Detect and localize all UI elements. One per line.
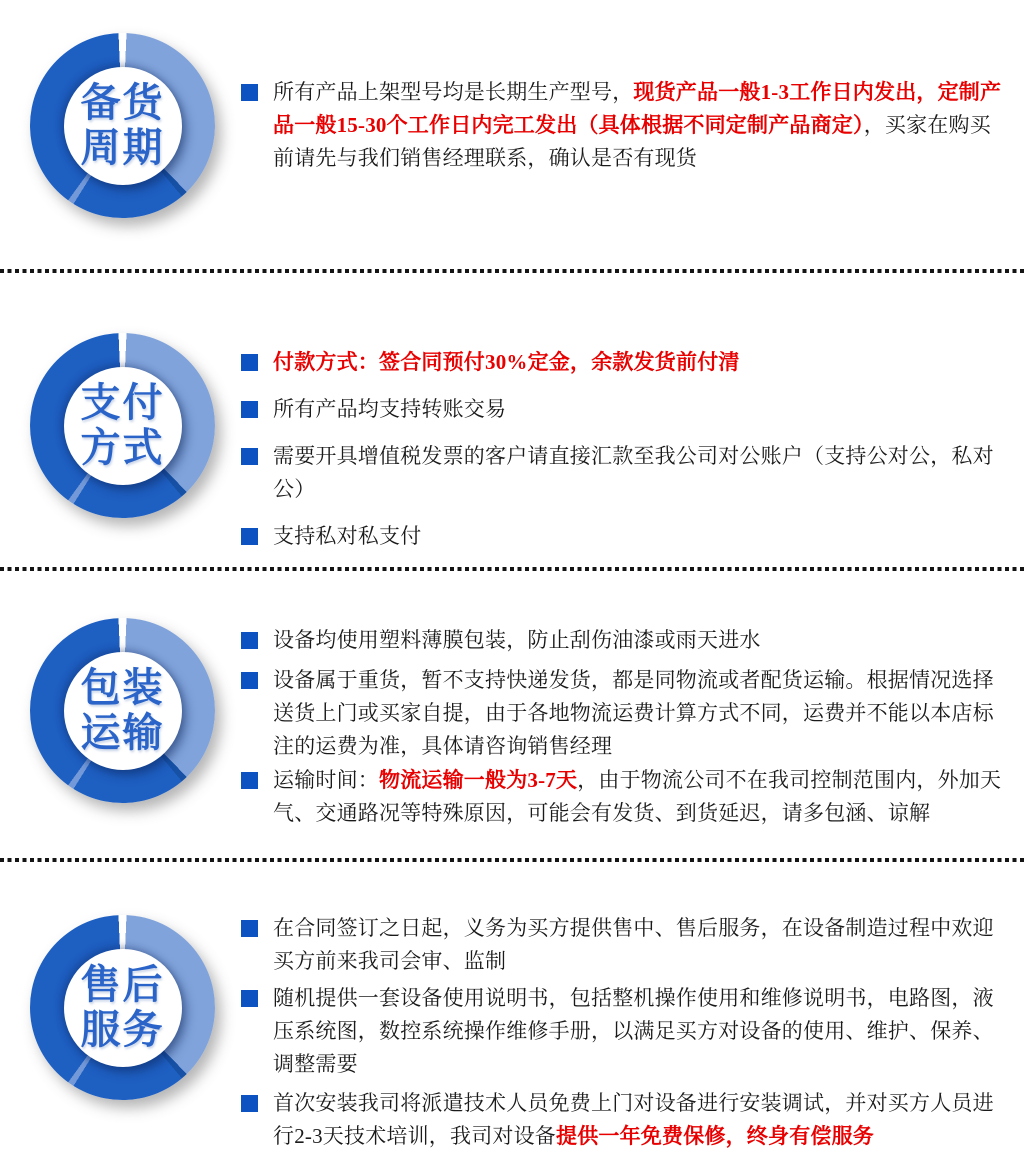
bullet-list-after-sales [241,912,1002,1150]
dotted-divider [0,269,1024,273]
text-segment-red: 付款方式：签合同预付30%定金，余款发货前付清 [273,350,740,374]
bullet-text [273,982,1002,1081]
bullet-list-stocking-cycle [241,76,1002,175]
bullet-square-icon [241,772,258,789]
bullet-square-icon [241,632,258,649]
bullet-item [241,440,1002,506]
bullet-text [273,520,421,553]
bullet-item [241,624,1002,657]
text-segment-red: 物流运输一般为3-7天 [379,768,578,792]
badge-payment-method-label [64,367,182,485]
bullet-item [241,982,1002,1081]
bullet-text [273,664,1002,763]
badge-after-sales-label [64,949,182,1067]
badge-label-line1: 售后 [80,962,165,1007]
bullet-square-icon [241,1095,258,1112]
badge-after-sales [30,915,215,1100]
bullet-text [273,624,761,657]
bullet-item [241,1087,1002,1150]
badge-label-line2: 方式 [80,425,165,470]
badge-stocking-cycle-label [64,67,182,185]
bullet-item [241,764,1002,830]
bullet-item [241,912,1002,978]
text-segment: ，由于物流公司不在我司控制范围内，外加天气、交通路况等特殊原因，可能会有发货、到货延迟，请多包涵、谅解 [273,768,1002,825]
text-segment: 在合同签订之日起，义务为买方提供售中、售后服务，在设备制造过程中欢迎买方前来我司会审、监制 [273,916,994,973]
badge-payment-method [30,333,215,518]
dotted-divider [0,567,1024,571]
bullet-text [273,912,1002,978]
bullet-item [241,393,1002,426]
text-segment: 所有产品均支持转账交易 [273,397,507,421]
bullet-list-packing-shipping [241,624,1002,830]
badge-label-line2: 运输 [80,710,165,755]
bullet-text [273,764,1002,830]
badge-packing-shipping [30,618,215,803]
bullet-square-icon [241,84,258,101]
badge-stocking-cycle [30,33,215,218]
text-segment-red: 提供一年免费保修，终身有偿服务 [556,1124,874,1148]
bullet-square-icon [241,672,258,689]
text-segment: 设备均使用塑料薄膜包装，防止刮伤油漆或雨天进水 [273,628,761,652]
badge-label-line2: 周期 [80,125,165,170]
badge-packing-shipping-label [64,652,182,770]
bullet-item [241,664,1002,763]
text-segment: ，买家在购买前请先与我们销售经理联系，确认是否有现货 [273,113,991,170]
dotted-divider [0,858,1024,862]
bullet-square-icon [241,354,258,371]
bullet-square-icon [241,448,258,465]
badge-label-line1: 包装 [80,665,165,710]
bullet-item [241,520,1002,553]
text-segment: 首次安装我司将派遣技术人员免费上门对设备进行安装调试，并对买方人员进行2-3天技术培训，我司对设备 [273,1091,994,1148]
text-segment: 运输时间： [273,768,379,792]
bullet-list-payment-method [241,346,1002,567]
bullet-text [273,76,1002,175]
text-segment: 支持私对私支付 [273,524,422,548]
bullet-item [241,346,1002,379]
bullet-square-icon [241,990,258,1007]
bullet-square-icon [241,401,258,418]
bullet-text [273,346,740,379]
text-segment: 需要开具增值税发票的客户请直接汇款至我公司对公账户（支持公对公，私对公） [273,444,994,501]
bullet-item [241,76,1002,175]
text-segment-red: 现货产品一般1-3工作日内发出，定制产品一般15-30个工作日内完工发出（具体根据不同定制产品商定） [273,80,1002,137]
badge-label-line1: 支付 [80,380,165,425]
badge-label-line2: 服务 [80,1007,165,1052]
text-segment: 设备属于重货，暂不支持快递发货，都是同物流或者配货运输。根据情况选择送货上门或买家自提，由于各地物流运费计算方式不同，运费并不能以本店标注的运费为准，具体请咨询销售经理 [273,668,994,758]
bullet-text [273,1087,1002,1150]
bullet-text [273,440,1002,506]
bullet-square-icon [241,920,258,937]
text-segment: 所有产品上架型号均是长期生产型号， [273,80,634,104]
bullet-square-icon [241,528,258,545]
bullet-text [273,393,506,426]
badge-label-line1: 备货 [80,80,165,125]
text-segment: 随机提供一套设备使用说明书，包括整机操作使用和维修说明书，电路图，液压系统图，数控系统操作维修手册，以满足买方对设备的使用、维护、保养、调整需要 [273,986,994,1076]
